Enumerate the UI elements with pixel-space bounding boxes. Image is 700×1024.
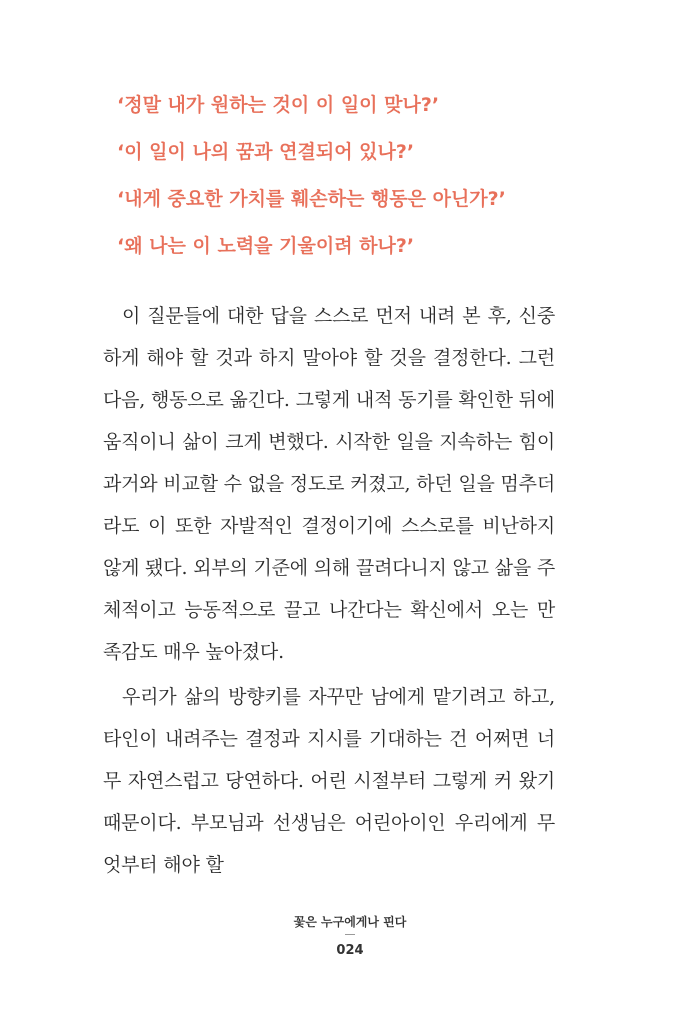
- question-list: [117, 92, 617, 280]
- question-2: ‘이 일이 나의 꿈과 연결되어 있나?’: [117, 141, 415, 163]
- footer-divider: [345, 934, 355, 935]
- page-number: 024: [336, 943, 364, 958]
- body-paragraph-2: 우리가 삶의 방향키를 자꾸만 남에게 맡기려고 하고, 타인이 내려주는 결정과 지시를 기대하는 건 어쩌면 너무 자연스럽고 당연하다. 어린 시절부터 그렇게 커 왔기 때문이다. 부모님과 선생님은 어린아이인 우리에게 무엇부터 해야 할: [103, 686, 555, 876]
- running-footer-book-title: 꽃은 누구에게나 핀다: [293, 915, 407, 929]
- body-paragraph-1: 이 질문들에 대한 답을 스스로 먼저 내려 본 후, 신중하게 해야 할 것과 하지 말아야 할 것을 결정한다. 그런 다음, 행동으로 옮긴다. 그렇게 내적 동기를 확인한 뒤에 움직이니 삶이 크게 변했다. 시작한 일을 지속하는 힘이 과거와 비교할 수 없을 정도로 커졌고, 하던 일을 멈추더라도 이 또한 자발적인 결정이기에 스스로를 비난하지 않게 됐다. 외부의 기준에 의해 끌려다니지 않고 삶을 주체적이고 능동적으로 끌고 나간다는 확신에서 오는 만족감도 매우 높아졌다.: [103, 305, 555, 663]
- question-1: ‘정말 내가 원하는 것이 이 일이 맞나?’: [117, 94, 440, 116]
- question-4: ‘왜 나는 이 노력을 기울이려 하나?’: [117, 235, 415, 257]
- question-3: ‘내게 중요한 가치를 훼손하는 행동은 아닌가?’: [117, 188, 506, 210]
